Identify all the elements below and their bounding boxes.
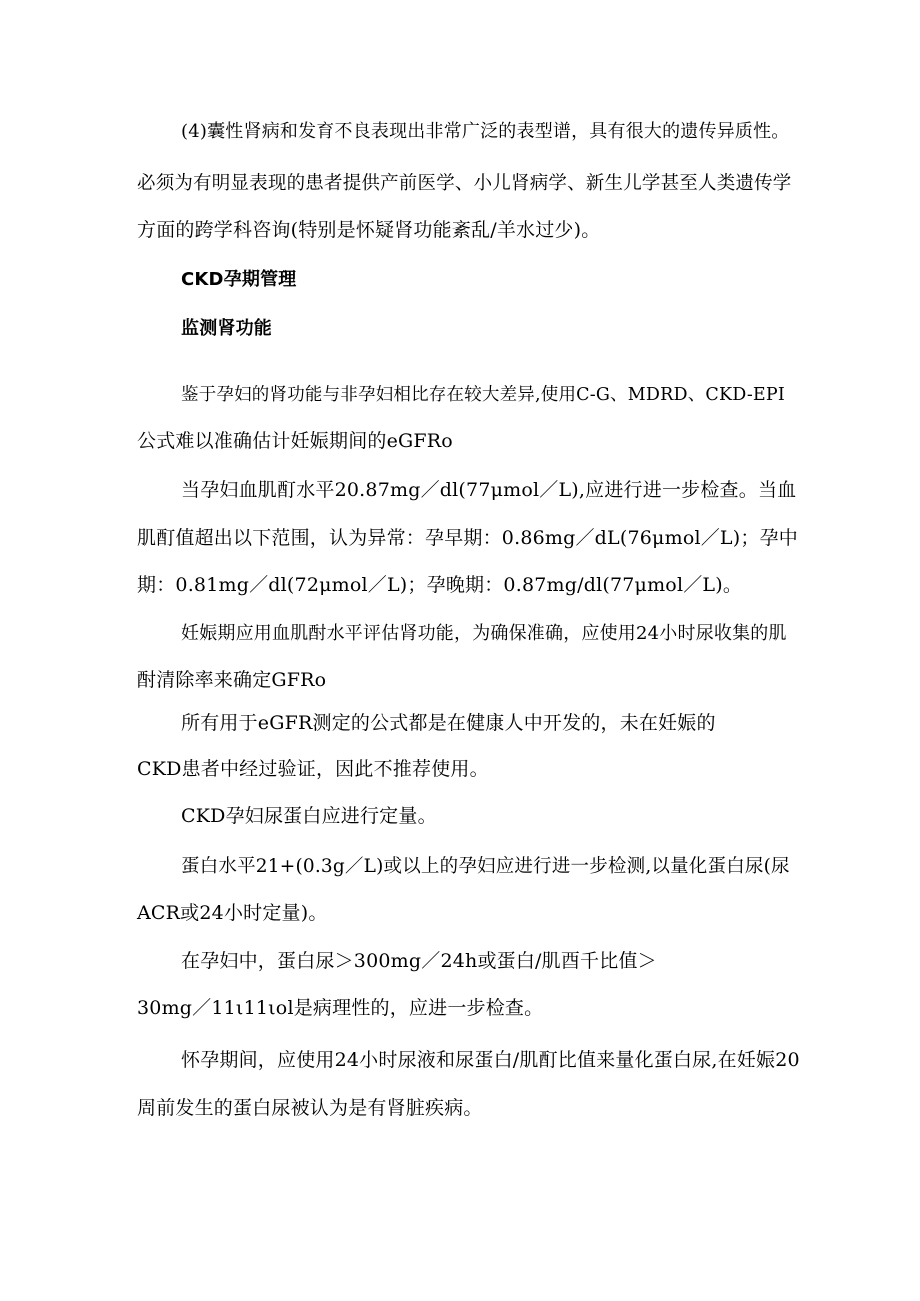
paragraph-line: 公式难以准确估计妊娠期间的eGFRo [137,430,453,452]
paragraph-line: (4)囊性肾病和发育不良表现出非常广泛的表型谱，具有很大的遗传异质性。 [181,121,790,142]
paragraph-line: 当孕妇血肌酊水平20.87mg／dl(77μmol／L),应进行进一步检查。当血 [181,479,797,501]
paragraph-line: 蛋白水平21+(0.3g／L)或以上的孕妇应进行进一步检测,以量化蛋白尿(尿 [181,856,790,877]
subsection-heading: 监测肾功能 [181,318,272,339]
paragraph-line: 妊娠期应用血肌酎水平评估肾功能，为确保准确，应使用24小时尿收集的肌 [181,623,787,644]
paragraph-line: 酎清除率来确定GFRo [137,669,327,691]
paragraph-line: ACR或24小时定量)。 [137,902,328,924]
paragraph-line: 鉴于孕妇的肾功能与非孕妇相比存在较大差异,使用C-G、MDRD、CKD-EPI [181,385,785,405]
paragraph-line: 周前发生的蛋白尿被认为是有肾脏疾病。 [137,1097,483,1119]
section-heading: CKD孕期管理 [181,269,297,290]
paragraph-line: 在孕妇中，蛋白尿＞300mg／24h或蛋白/肌酉千比值＞ [181,950,657,972]
paragraph-line: CKD孕妇尿蛋白应进行定量。 [181,805,437,827]
paragraph-line: CKD患者中经过验证，因此不推荐使用。 [137,758,489,780]
paragraph-line: 所有用于eGFR测定的公式都是在健康人中开发的，未在妊娠的 [181,712,716,734]
paragraph-line: 方面的跨学科咨询(特别是怀疑肾功能紊乱/羊水过少)。 [137,219,601,241]
paragraph-line: 怀孕期间，应使用24小时尿液和尿蛋白/肌酊比值来量化蛋白尿,在妊娠20 [181,1049,800,1071]
paragraph-line: 肌酊值超出以下范围，认为异常：孕早期：0.86mg／dL(76μmol／L)；孕中 [137,527,798,549]
paragraph-line: 30mg／11ι11ιol是病理性的，应进一步检查。 [137,997,544,1019]
paragraph-line: 期：0.81mg／dl(72μmol／L)；孕晚期：0.87mg/dl(77μmol／L)。 [137,574,743,596]
paragraph-line: 必须为有明显表现的患者提供产前医学、小儿肾病学、新生儿学甚至人类遗传学 [137,173,792,194]
